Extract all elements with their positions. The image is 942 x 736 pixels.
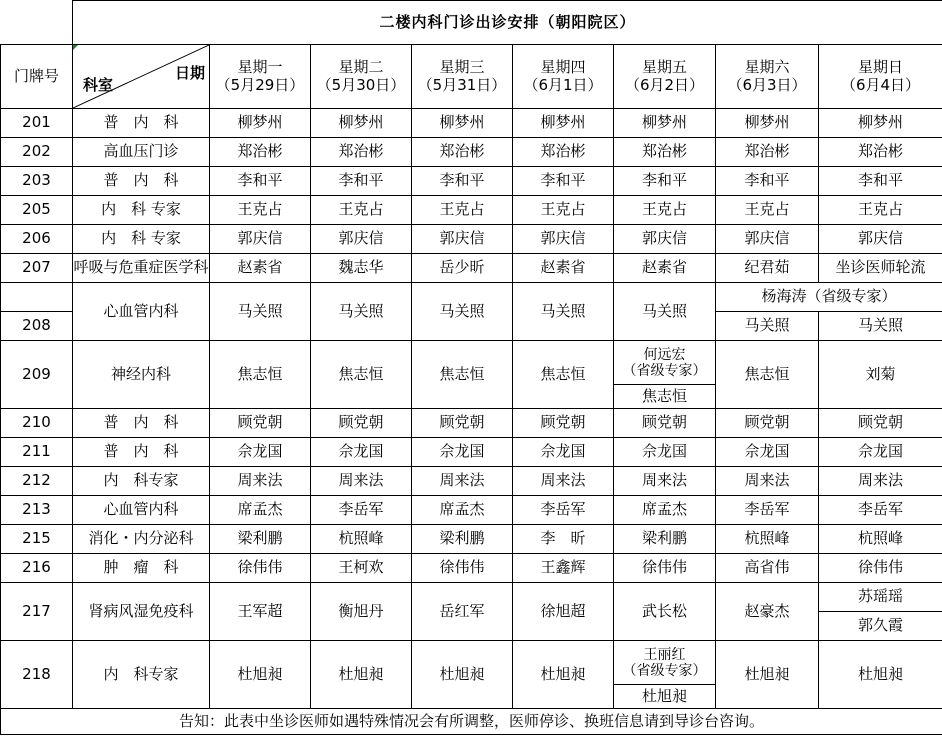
room-cell: 206: [1, 225, 73, 254]
doctor-cell: 马关照: [210, 283, 311, 341]
day-date: （6月1日）: [523, 75, 603, 94]
day-date: （5月30日）: [316, 75, 406, 94]
day-name: 星期三: [439, 58, 485, 77]
doctor-cell: 杜旭昶: [513, 641, 614, 709]
doctor-cell: 杭照峰: [311, 525, 412, 554]
dept-cell: 消化・内分泌科: [73, 525, 210, 554]
doctor-cell: 周来法: [513, 467, 614, 496]
doctor-cell: 周来法: [716, 467, 819, 496]
doctor-cell: 武长松: [614, 583, 716, 641]
expert-title: （省级专家）: [622, 362, 707, 379]
day-name: 星期四: [540, 58, 586, 77]
day-header: [614, 45, 716, 109]
doctor-cell: 杜旭昶: [819, 641, 942, 709]
doctor-cell: 高省伟: [716, 554, 819, 583]
day-header: [412, 45, 513, 109]
doctor-cell: 杜旭昶: [210, 641, 311, 709]
doctor-cell: 魏志华: [311, 254, 412, 283]
doctor-cell: 郭庆信: [716, 225, 819, 254]
doctor-cell: 马关照: [716, 312, 819, 341]
doctor-cell: 柳梦州: [513, 109, 614, 138]
rows-group-b: [1, 409, 942, 583]
room-cell: 203: [1, 167, 73, 196]
date-header-label: 日期: [174, 64, 205, 82]
doctor-cell: 王克占: [819, 196, 942, 225]
room-cell: 207: [1, 254, 73, 283]
doctor-cell: 郑治彬: [716, 138, 819, 167]
doctor-cell: 李和平: [311, 167, 412, 196]
room-cell: 209: [1, 341, 73, 409]
doctor-cell: 王军超: [210, 583, 311, 641]
table-row: [1, 225, 942, 254]
table-row-217: [1, 583, 942, 641]
doctor-cell: 徐伟伟: [412, 554, 513, 583]
doctor-cell: 郑治彬: [412, 138, 513, 167]
doctor-cell: 纪君茹: [716, 254, 819, 283]
doctor-cell: 顾党朝: [210, 409, 311, 438]
dept-cell: 神经内科: [73, 341, 210, 409]
page-title: 二楼内科门诊出诊安排（朝阳院区）: [73, 1, 942, 45]
doctor-cell: 李和平: [819, 167, 942, 196]
doctor-cell: 王鑫辉: [513, 554, 614, 583]
doctor-cell: 焦志恒: [210, 341, 311, 409]
table-row-218: [1, 641, 942, 709]
doctor-cell: 郭庆信: [513, 225, 614, 254]
doctor-cell: 郑治彬: [819, 138, 942, 167]
rows-group-a: [1, 109, 942, 283]
table-row: [1, 554, 942, 583]
doctor-cell: 杜旭昶: [716, 641, 819, 709]
dept-cell: 呼吸与危重症医学科: [73, 254, 210, 283]
notice-row: [1, 709, 942, 735]
day-header: [210, 45, 311, 109]
room-cell: 217: [1, 583, 73, 641]
doctor-cell: 李和平: [412, 167, 513, 196]
doctor-cell: 李岳军: [819, 496, 942, 525]
day-header: [513, 45, 614, 109]
room-cell: 212: [1, 467, 73, 496]
room-cell: 208: [1, 312, 73, 341]
doctor-cell: 柳梦州: [819, 109, 942, 138]
doctor-cell: 郑治彬: [210, 138, 311, 167]
doctor-cell: 郭庆信: [311, 225, 412, 254]
doctor-cell: 王克占: [716, 196, 819, 225]
table-row: [1, 109, 942, 138]
dept-cell: 普 内 科: [73, 167, 210, 196]
doctor-cell: 梁利鹏: [210, 525, 311, 554]
table-row: [1, 467, 942, 496]
day-date: （5月31日）: [417, 75, 507, 94]
table-row-208-top: [1, 283, 942, 312]
doctor-cell: 郑治彬: [614, 138, 716, 167]
doctor-cell: 杜旭昶: [412, 641, 513, 709]
room-cell: 218: [1, 641, 73, 709]
split-doctor-cell: [819, 583, 942, 641]
doctor-cell: 李岳军: [716, 496, 819, 525]
doctor-cell: 赵豪杰: [716, 583, 819, 641]
doctor-cell: 焦志恒: [513, 341, 614, 409]
weekend-expert-cell: 杨海涛（省级专家）: [716, 283, 942, 312]
table-row: [1, 254, 942, 283]
doctor-cell: 徐旭超: [513, 583, 614, 641]
table-row-209: [1, 341, 942, 409]
doctor-cell: 岳红军: [412, 583, 513, 641]
doctor-cell: 郭庆信: [210, 225, 311, 254]
doctor-cell: 马关照: [614, 283, 716, 341]
doctor-cell: 王克占: [513, 196, 614, 225]
doctor-cell: 周来法: [614, 467, 716, 496]
doctor-cell: 杭照峰: [716, 525, 819, 554]
doctor-cell: 刘菊: [819, 341, 942, 409]
doctor-cell: 焦志恒: [311, 341, 412, 409]
doctor-name: 苏瑶瑶: [819, 583, 942, 612]
doctor-cell: 坐诊医师轮流: [819, 254, 942, 283]
doctor-cell: 李和平: [513, 167, 614, 196]
doctor-cell: 杭照峰: [819, 525, 942, 554]
room-cell: 201: [1, 109, 73, 138]
day-header: [311, 45, 412, 109]
room-cell: 202: [1, 138, 73, 167]
table-row: [1, 409, 942, 438]
table-row: [1, 138, 942, 167]
doctor-cell: 周来法: [819, 467, 942, 496]
doctor-name: 郭久霞: [858, 616, 904, 635]
doctor-cell: 顾党朝: [614, 409, 716, 438]
doctor-cell: 顾党朝: [819, 409, 942, 438]
doctor-cell: 马关照: [513, 283, 614, 341]
doctor-cell: 焦志恒: [716, 341, 819, 409]
doctor-cell: 佘龙国: [311, 438, 412, 467]
header-row: [1, 45, 942, 109]
doctor-cell: 郭庆信: [819, 225, 942, 254]
doctor-cell: 佘龙国: [412, 438, 513, 467]
dept-cell: 内 科专家: [73, 467, 210, 496]
doctor-cell: 徐伟伟: [819, 554, 942, 583]
dept-date-corner-header: [73, 45, 210, 109]
doctor-cell: 郑治彬: [311, 138, 412, 167]
dept-cell: 内 科 专家: [73, 225, 210, 254]
room-cell: 215: [1, 525, 73, 554]
dept-cell: 普 内 科: [73, 409, 210, 438]
doctor-cell: 顾党朝: [716, 409, 819, 438]
doctor-cell: 佘龙国: [614, 438, 716, 467]
dept-cell: 普 内 科: [73, 438, 210, 467]
room-cell: 211: [1, 438, 73, 467]
dept-cell: 肾病风湿免疫科: [73, 583, 210, 641]
dept-cell: 普 内 科: [73, 109, 210, 138]
expert-block: [614, 341, 715, 385]
doctor-cell: 赵素省: [614, 254, 716, 283]
title-blank-cell: [1, 1, 73, 45]
expert-block: [614, 641, 715, 685]
doctor-cell: 王克占: [311, 196, 412, 225]
doctor-cell: 周来法: [210, 467, 311, 496]
doctor-cell: 衡旭丹: [311, 583, 412, 641]
doctor-cell: 徐伟伟: [614, 554, 716, 583]
doctor-cell: 柳梦州: [311, 109, 412, 138]
day-name: 星期六: [744, 58, 790, 77]
doctor-cell: 顾党朝: [513, 409, 614, 438]
doctor-cell: 赵素省: [513, 254, 614, 283]
doctor-cell: 梁利鹏: [614, 525, 716, 554]
room-cell: 210: [1, 409, 73, 438]
dept-header-label: 科室: [83, 75, 114, 94]
split-doctor-cell: [614, 341, 716, 409]
notice-text: 告知：此表中坐诊医师如遇特殊情况会有所调整，医师停诊、换班信息请到导诊台咨询。: [1, 709, 942, 735]
doctor-cell: 李 昕: [513, 525, 614, 554]
expert-name: 何远宏: [643, 346, 686, 363]
doctor-cell: 柳梦州: [716, 109, 819, 138]
room-cell: 205: [1, 196, 73, 225]
day-header: [819, 45, 942, 109]
dept-cell: 高血压门诊: [73, 138, 210, 167]
doctor-cell: 赵素省: [210, 254, 311, 283]
doctor-cell: 郭庆信: [412, 225, 513, 254]
doctor-cell: 李和平: [210, 167, 311, 196]
doctor-cell: 王克占: [614, 196, 716, 225]
doctor-cell: 顾党朝: [311, 409, 412, 438]
table-row: [1, 167, 942, 196]
doctor-cell: 柳梦州: [210, 109, 311, 138]
table-row: [1, 196, 942, 225]
doctor-cell: 席孟杰: [412, 496, 513, 525]
table-row: [1, 525, 942, 554]
doctor-cell: 顾党朝: [412, 409, 513, 438]
doctor-name: 杜旭昶: [641, 686, 687, 705]
doctor-cell: 王克占: [412, 196, 513, 225]
doctor-cell: 佘龙国: [210, 438, 311, 467]
table-row: [1, 438, 942, 467]
doctor-cell: 佘龙国: [716, 438, 819, 467]
dept-cell: 心血管内科: [73, 496, 210, 525]
doctor-cell: 席孟杰: [614, 496, 716, 525]
doctor-cell: 周来法: [311, 467, 412, 496]
doctor-cell: 王柯欢: [311, 554, 412, 583]
doctor-cell: 李和平: [716, 167, 819, 196]
day-date: （6月4日）: [840, 75, 921, 94]
doctor-cell: 徐伟伟: [210, 554, 311, 583]
day-name: 星期五: [641, 58, 687, 77]
table-row: [1, 496, 942, 525]
doctor-cell: 焦志恒: [412, 341, 513, 409]
doctor-cell: 柳梦州: [614, 109, 716, 138]
doctor-cell: 马关照: [311, 283, 412, 341]
day-date: （6月3日）: [727, 75, 807, 94]
doctor-name: 焦志恒: [641, 386, 687, 405]
doctor-cell: 王克占: [210, 196, 311, 225]
dept-cell: 肿 瘤 科: [73, 554, 210, 583]
day-header: [716, 45, 819, 109]
doctor-cell: 佘龙国: [819, 438, 942, 467]
day-name: 星期日: [858, 58, 904, 77]
doctor-cell: 李和平: [614, 167, 716, 196]
split-doctor-cell: [614, 641, 716, 709]
room-number-header: 门牌号: [1, 45, 73, 109]
doctor-cell: 席孟杰: [210, 496, 311, 525]
day-name: 星期一: [237, 58, 283, 77]
doctor-cell: 马关照: [412, 283, 513, 341]
room-cell: 213: [1, 496, 73, 525]
day-date: （5月29日）: [215, 75, 305, 94]
room-cell: 216: [1, 554, 73, 583]
expert-name: 王丽红: [643, 646, 686, 663]
expert-title: （省级专家）: [622, 662, 707, 679]
day-date: （6月2日）: [624, 75, 705, 94]
dept-cell: 心血管内科: [73, 283, 210, 341]
doctor-cell: 李岳军: [513, 496, 614, 525]
dept-cell: 内 科专家: [73, 641, 210, 709]
room-cell-empty: [1, 283, 73, 312]
doctor-cell: 李岳军: [311, 496, 412, 525]
day-name: 星期二: [338, 58, 384, 77]
doctor-cell: 马关照: [819, 312, 942, 341]
doctor-cell: 梁利鹏: [412, 525, 513, 554]
doctor-cell: 郭庆信: [614, 225, 716, 254]
doctor-cell: 岳少昕: [412, 254, 513, 283]
doctor-cell: 杜旭昶: [311, 641, 412, 709]
doctor-cell: 郑治彬: [513, 138, 614, 167]
doctor-cell: 柳梦州: [412, 109, 513, 138]
doctor-cell: 佘龙国: [513, 438, 614, 467]
dept-cell: 内 科 专家: [73, 196, 210, 225]
doctor-cell: 周来法: [412, 467, 513, 496]
